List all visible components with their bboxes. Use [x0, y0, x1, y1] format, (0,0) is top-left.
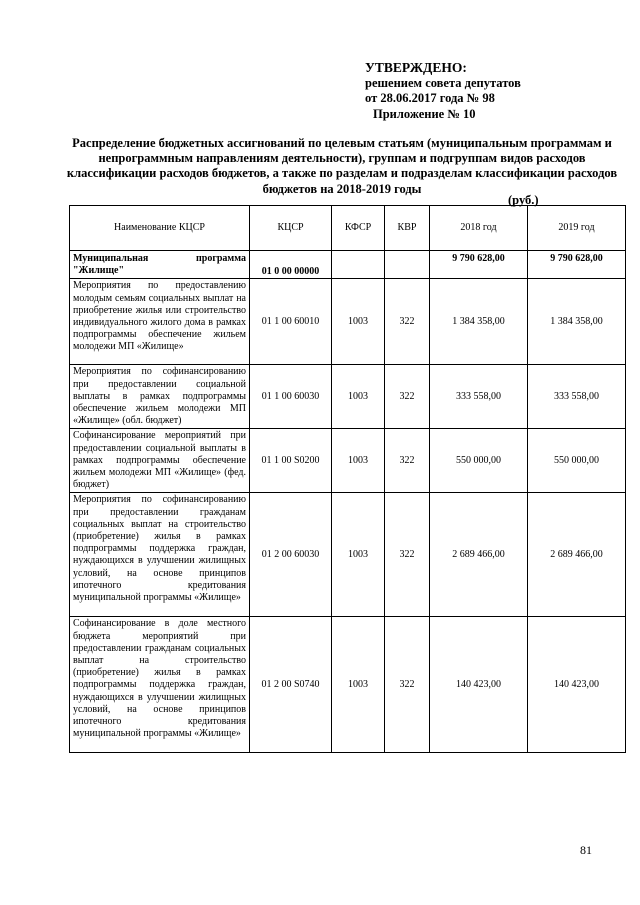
row-kvr: 322: [385, 279, 430, 365]
header-kcsr: КЦСР: [250, 206, 332, 251]
program-kvr: [385, 251, 430, 279]
row-name: Мероприятия по софинансированию при предоставлении гражданам социальных выплат на строительство (приобретение) жилья в рамках подпрограммы поддержка граждан, нуждающихся в улучшении жилищных условий, на основе принципов ипотечного кредитования муниципальной программы «Жилище»: [70, 493, 250, 617]
page-number: 81: [580, 843, 592, 857]
budget-table: [69, 205, 626, 753]
row-kcsr: 01 2 00 S0740: [250, 617, 332, 753]
row-kfsr: 1003: [332, 617, 385, 753]
row-name: Софинансирование мероприятий при предоставлении социальной выплаты в рамках подпрограммы обеспечение жильем молодежи МП «Жилище» (фед. бюджет): [70, 429, 250, 493]
row-2019: 1 384 358,00: [528, 279, 626, 365]
table-row: [70, 429, 626, 493]
program-2019: 9 790 628,00: [528, 251, 626, 279]
program-2018: 9 790 628,00: [430, 251, 528, 279]
program-kfsr: [332, 251, 385, 279]
row-kcsr: 01 2 00 60030: [250, 493, 332, 617]
currency-note: (руб.): [508, 193, 539, 207]
header-2019: 2019 год: [528, 206, 626, 251]
table-row: [70, 279, 626, 365]
row-kvr: 322: [385, 617, 430, 753]
row-kfsr: 1003: [332, 429, 385, 493]
row-name: Мероприятия по софинансированию при предоставлении социальной выплаты в рамках подпрограммы обеспечение жильем молодежи МП «Жилище» (обл. бюджет): [70, 365, 250, 429]
program-row: [70, 251, 626, 279]
row-kcsr: 01 1 00 60010: [250, 279, 332, 365]
approval-heading: УТВЕРЖДЕНО:: [365, 60, 467, 75]
row-kvr: 322: [385, 365, 430, 429]
row-2019: 333 558,00: [528, 365, 626, 429]
table-row: [70, 365, 626, 429]
program-kcsr: 01 0 00 00000: [250, 251, 332, 279]
row-kcsr: 01 1 00 60030: [250, 365, 332, 429]
row-2019: 2 689 466,00: [528, 493, 626, 617]
row-2019: 140 423,00: [528, 617, 626, 753]
header-2018: 2018 год: [430, 206, 528, 251]
row-name: Мероприятия по предоставлению молодым семьям социальных выплат на приобретение жилья или строительство индивидуального жилого дома в рамках подпрограммы обеспечение жильем молодежи МП «Жилище»: [70, 279, 250, 365]
row-kfsr: 1003: [332, 365, 385, 429]
approval-block: [365, 60, 521, 122]
row-kfsr: 1003: [332, 493, 385, 617]
table-row: [70, 617, 626, 753]
document-title: Распределение бюджетных ассигнований по целевым статьям (муниципальным программам и непрограммным направлениям деятельности), группам и подгруппам видов расходов классификации расходов бюджетов, а также по разделам и подразделам классификации расходов бюджетов на 2018-2019 годы: [66, 136, 618, 196]
row-2018: 550 000,00: [430, 429, 528, 493]
header-kfsr: КФСР: [332, 206, 385, 251]
approval-date-line: от 28.06.2017 года № 98: [365, 91, 495, 105]
row-2018: 1 384 358,00: [430, 279, 528, 365]
row-kcsr: 01 1 00 S0200: [250, 429, 332, 493]
row-kfsr: 1003: [332, 279, 385, 365]
header-kvr: КВР: [385, 206, 430, 251]
appendix-number: Приложение № 10: [373, 106, 476, 121]
row-kvr: 322: [385, 429, 430, 493]
row-2018: 2 689 466,00: [430, 493, 528, 617]
row-name: Софинансирование в доле местного бюджета мероприятий при предоставлении гражданам социальных выплат на строительство (приобретение) жилья в рамках подпрограммы поддержка граждан, нуждающихся в улучшении жилищных условий, на основе принципов ипотечного кредитования муниципальной программы «Жилище»: [70, 617, 250, 753]
row-kvr: 322: [385, 493, 430, 617]
row-2019: 550 000,00: [528, 429, 626, 493]
approval-decision-line: решением совета депутатов: [365, 75, 521, 90]
row-2018: 140 423,00: [430, 617, 528, 753]
table-row: [70, 493, 626, 617]
program-name: Муниципальная программа "Жилище": [70, 251, 250, 279]
table-header-row: [70, 206, 626, 251]
row-2018: 333 558,00: [430, 365, 528, 429]
header-name: Наименование КЦСР: [70, 206, 250, 251]
